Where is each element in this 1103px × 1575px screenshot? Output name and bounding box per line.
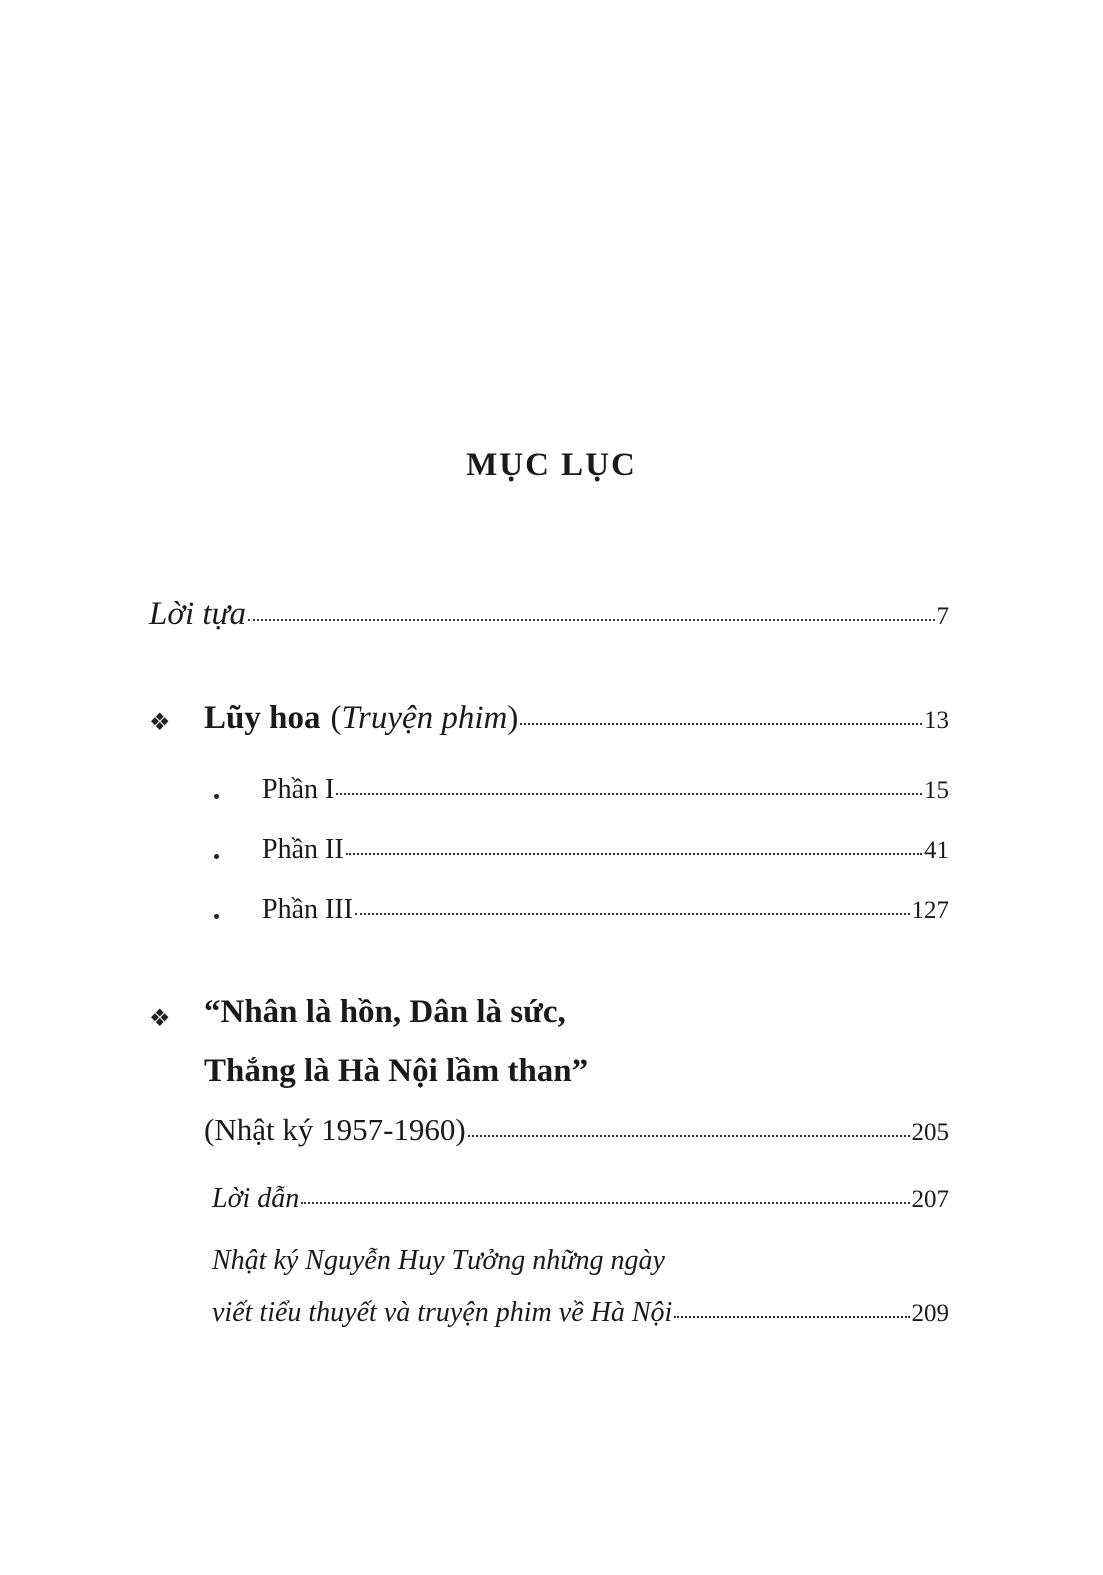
toc-entry-part1-item-1[interactable] — [262, 774, 949, 806]
toc-entry-preface-label: Lời tựa — [149, 596, 247, 632]
dot-leader — [674, 1316, 909, 1318]
toc-part2-subtitle: (Nhật ký 1957-1960) — [204, 1112, 466, 1147]
dot-leader — [301, 1202, 909, 1204]
diamond-cluster-icon: ❖ — [149, 1004, 171, 1032]
toc-item-page: 41 — [924, 837, 949, 864]
toc-entry-part2-item-2[interactable] — [212, 1297, 949, 1329]
dot-leader — [355, 913, 910, 915]
toc-item-page: 15 — [924, 777, 949, 804]
toc-part2-title-line2[interactable]: Thắng là Hà Nội lầm than” — [204, 1053, 589, 1089]
dot-icon — [214, 914, 219, 919]
toc-part2-page: 205 — [911, 1119, 949, 1146]
toc-item-page: 209 — [911, 1300, 949, 1327]
toc-item-label: Phần I — [262, 774, 335, 805]
toc-part1-subtitle: Truyện phim — [341, 700, 508, 736]
dot-leader — [346, 853, 922, 855]
toc-item-page: 207 — [911, 1186, 949, 1213]
toc-entry-preface[interactable] — [149, 596, 949, 633]
toc-part1-close-paren: ) — [507, 700, 519, 736]
dot-leader — [248, 619, 934, 621]
toc-entry-part2[interactable] — [204, 1112, 949, 1148]
toc-entry-part1-item-3[interactable] — [262, 894, 949, 926]
toc-item-page: 127 — [911, 897, 949, 924]
dot-leader — [520, 723, 922, 725]
toc-part2-item-2-line1[interactable]: Nhật ký Nguyễn Huy Tưởng những ngày — [212, 1245, 665, 1276]
toc-entry-preface-page: 7 — [936, 603, 949, 630]
toc-part1-title: Lũy hoa — [204, 700, 321, 736]
toc-item-label: Lời dẫn — [212, 1183, 300, 1214]
page-title: MỤC LỤC — [466, 447, 637, 483]
dot-leader — [468, 1135, 910, 1137]
toc-part1-open-paren: ( — [330, 700, 342, 736]
toc-part2-title-line1[interactable]: “Nhân là hồn, Dân là sức, — [204, 994, 566, 1030]
toc-item-label: viết tiểu thuyết và truyện phim về Hà Nội — [212, 1297, 673, 1328]
toc-item-label: Phần III — [262, 894, 353, 925]
dot-icon — [214, 794, 219, 799]
diamond-cluster-icon: ❖ — [149, 708, 171, 736]
toc-entry-part1[interactable] — [204, 700, 949, 737]
toc-entry-part2-item-1[interactable] — [212, 1183, 949, 1215]
toc-part1-page: 13 — [924, 707, 949, 734]
dot-icon — [214, 854, 219, 859]
toc-item-label: Phần II — [262, 834, 344, 865]
dot-leader — [336, 793, 922, 795]
toc-entry-part1-item-2[interactable] — [262, 834, 949, 866]
